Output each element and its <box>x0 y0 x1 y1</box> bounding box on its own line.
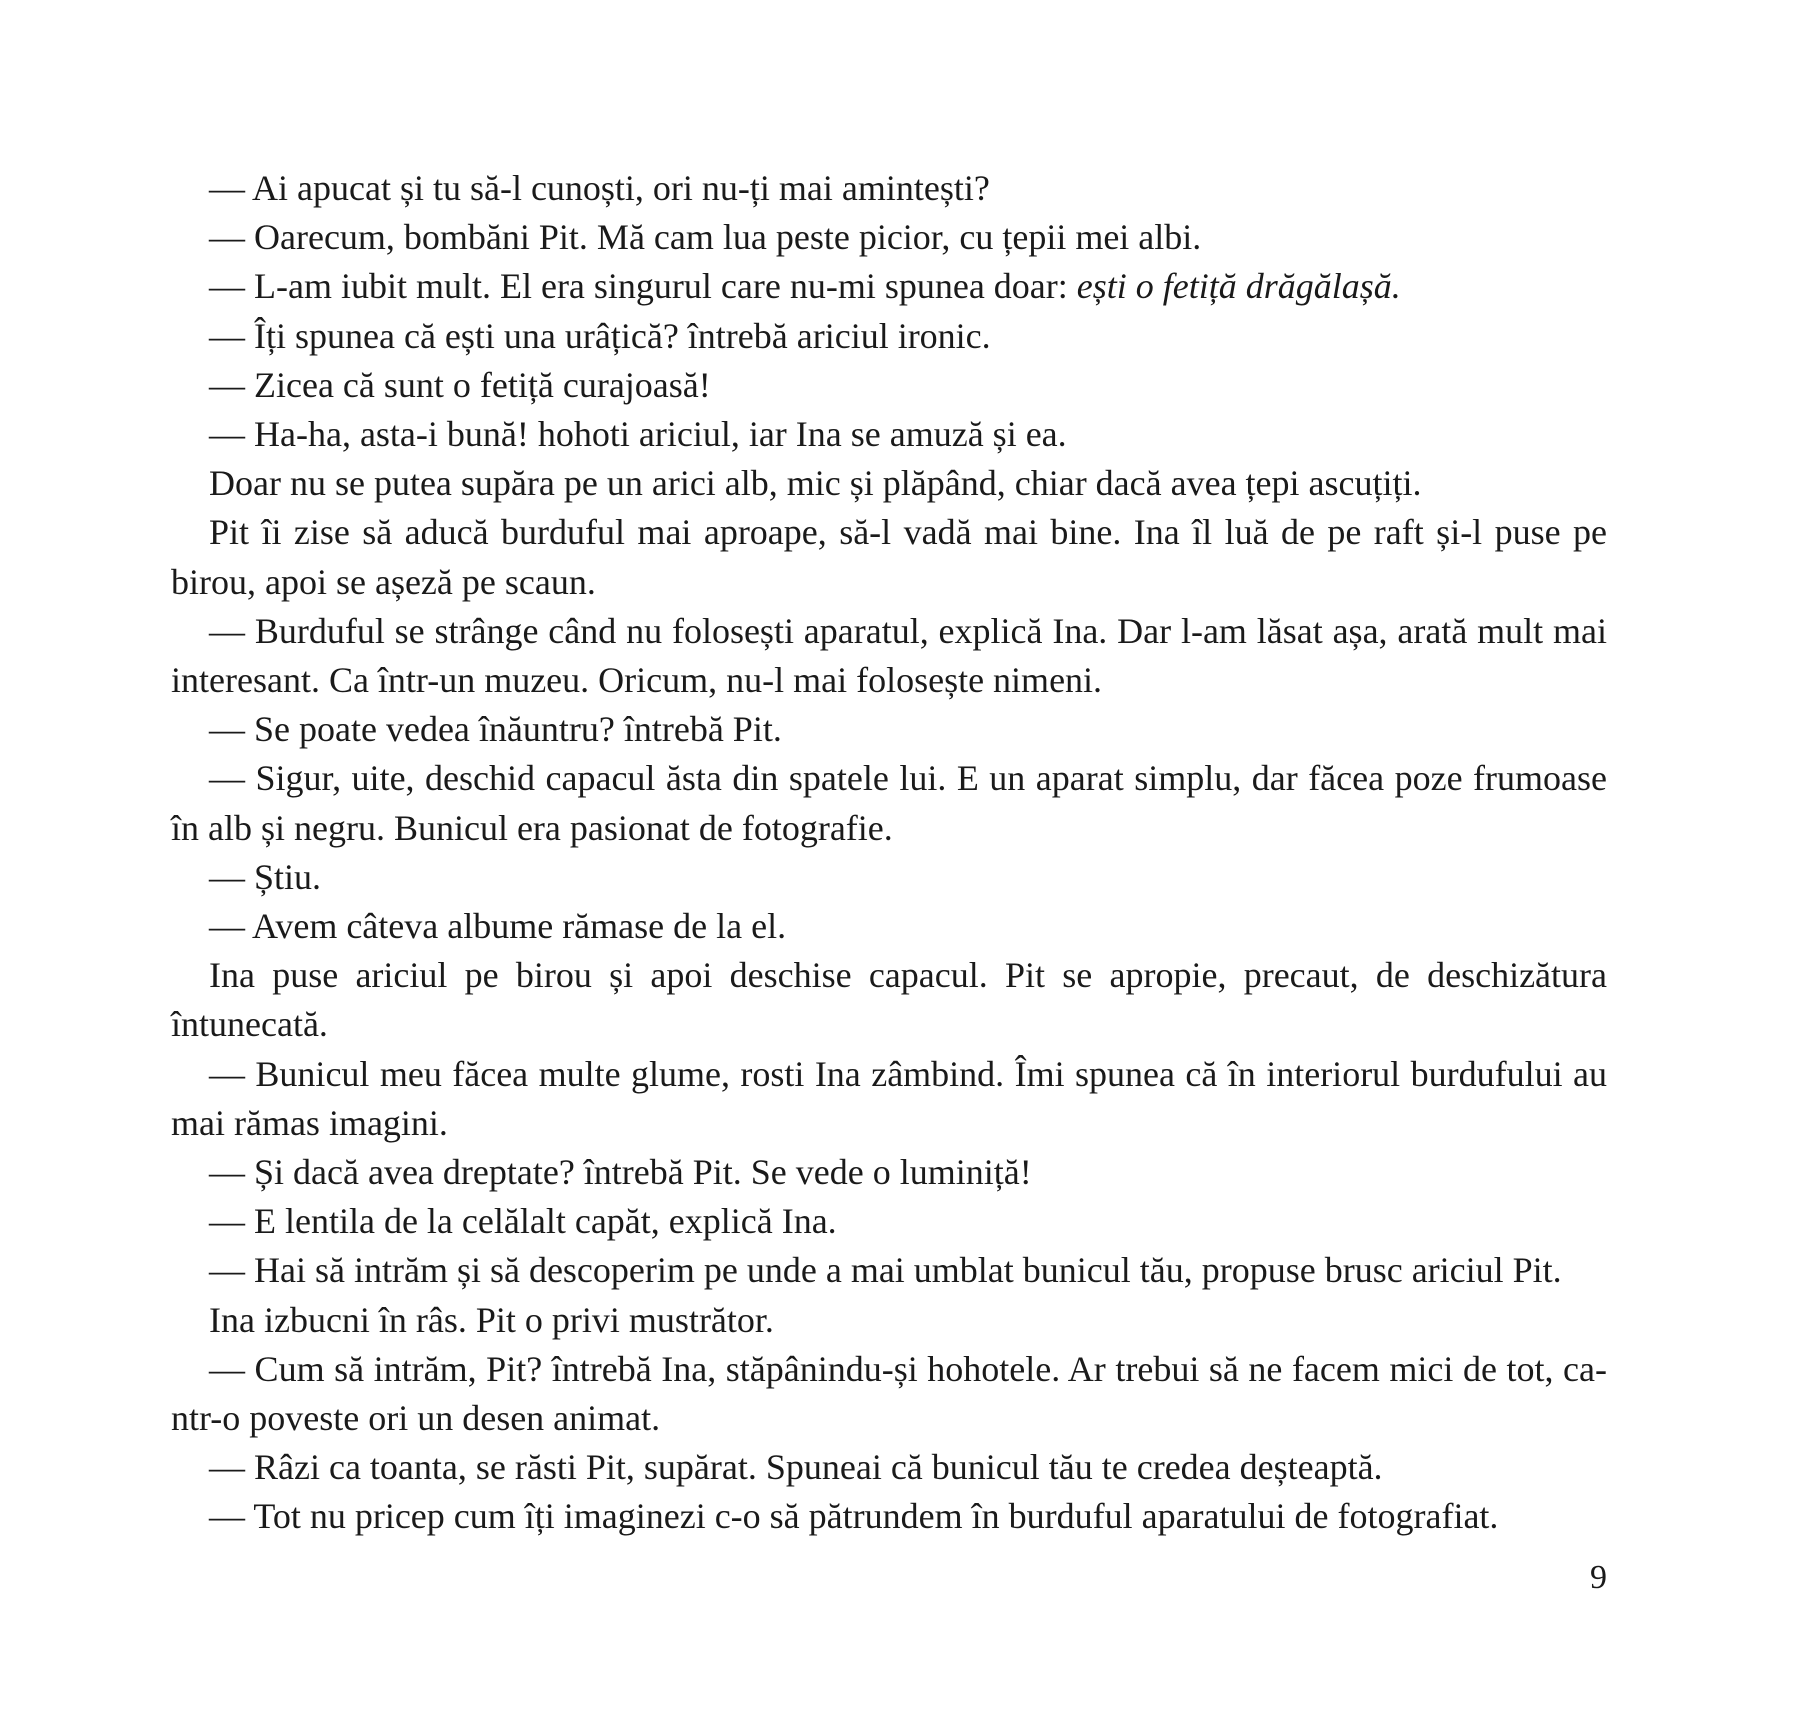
paragraph-13: — Avem câteva albume rămase de la el. <box>209 906 787 947</box>
italic-phrase: ești o fetiță drăgălașă. <box>1076 266 1401 307</box>
paragraph-6: — Ha-ha, asta-i bună! hohoti ariciul, iar Ina se amuză și ea. <box>209 414 1067 455</box>
paragraph-18: — Hai să intrăm și să descoperim pe unde a mai umblat bunicul tău, propuse brusc ariciul Pit. <box>209 1250 1562 1291</box>
paragraph-5: — Zicea că sunt o fetiță curajoasă! <box>209 364 711 405</box>
paragraph-15: — Bunicul meu făcea multe glume, rosti Ina zâmbind. Îmi spunea că în interiorul burdufului au mai rămas imagini. <box>171 1053 1607 1143</box>
paragraph-16: — Și dacă avea dreptate? întrebă Pit. Se vede o luminiță! <box>209 1152 1032 1193</box>
paragraph-20: — Cum să intrăm, Pit? întrebă Ina, stăpânindu-și hohotele. Ar trebui să ne facem mici de tot, ca-ntr-o poveste ori un desen animat. <box>171 1348 1607 1439</box>
paragraph-2: — Oarecum, bombăni Pit. Mă cam lua peste picior, cu țepii mei albi. <box>209 217 1202 258</box>
body-text <box>171 164 1607 1542</box>
paragraph-3: — L-am iubit mult. El era singurul care nu-mi spunea doar: ești o fetiță drăgălașă. <box>209 266 1401 307</box>
paragraph-10: — Se poate vedea înăuntru? întrebă Pit. <box>209 709 782 750</box>
paragraph-4: — Îți spunea că ești una urâțică? întrebă ariciul ironic. <box>209 315 991 356</box>
paragraph-1: — Ai apucat și tu să-l cunoști, ori nu-ți mai amintești? <box>209 168 990 208</box>
paragraph-7: Doar nu se putea supăra pe un arici alb, mic și plăpând, chiar dacă avea țepi ascuțiți. <box>209 463 1422 504</box>
paragraph-11: — Sigur, uite, deschid capacul ăsta din spatele lui. E un aparat simplu, dar făcea poze frumoase în alb și negru. Bunicul era pasionat de fotografie. <box>171 758 1607 848</box>
page-number: 9 <box>1590 1559 1607 1596</box>
paragraph-21: — Râzi ca toanta, se răsti Pit, supărat. Spuneai că bunicul tău te credea deșteaptă. <box>209 1447 1383 1488</box>
paragraph-9: — Burduful se strânge când nu folosești aparatul, explică Ina. Dar l-am lăsat așa, arată mult mai interesant. Ca într-un muzeu. Oricum, nu-l mai folosește nimeni. <box>171 610 1607 701</box>
paragraph-8: Pit îi zise să aducă burduful mai aproape, să-l vadă mai bine. Ina îl luă de pe raft și-l puse pe birou, apoi se așeză pe scaun. <box>171 512 1607 602</box>
paragraph-17: — E lentila de la celălalt capăt, explică Ina. <box>209 1201 837 1242</box>
paragraph-22: — Tot nu pricep cum îți imaginezi c-o să pătrundem în burduful aparatului de fotografiat. <box>209 1496 1499 1537</box>
paragraph-12: — Știu. <box>209 856 322 897</box>
paragraph-19: Ina izbucni în râs. Pit o privi mustrător. <box>209 1299 774 1340</box>
paragraph-14: Ina puse ariciul pe birou și apoi deschise capacul. Pit se apropie, precaut, de deschizătura întunecată. <box>171 955 1607 1045</box>
